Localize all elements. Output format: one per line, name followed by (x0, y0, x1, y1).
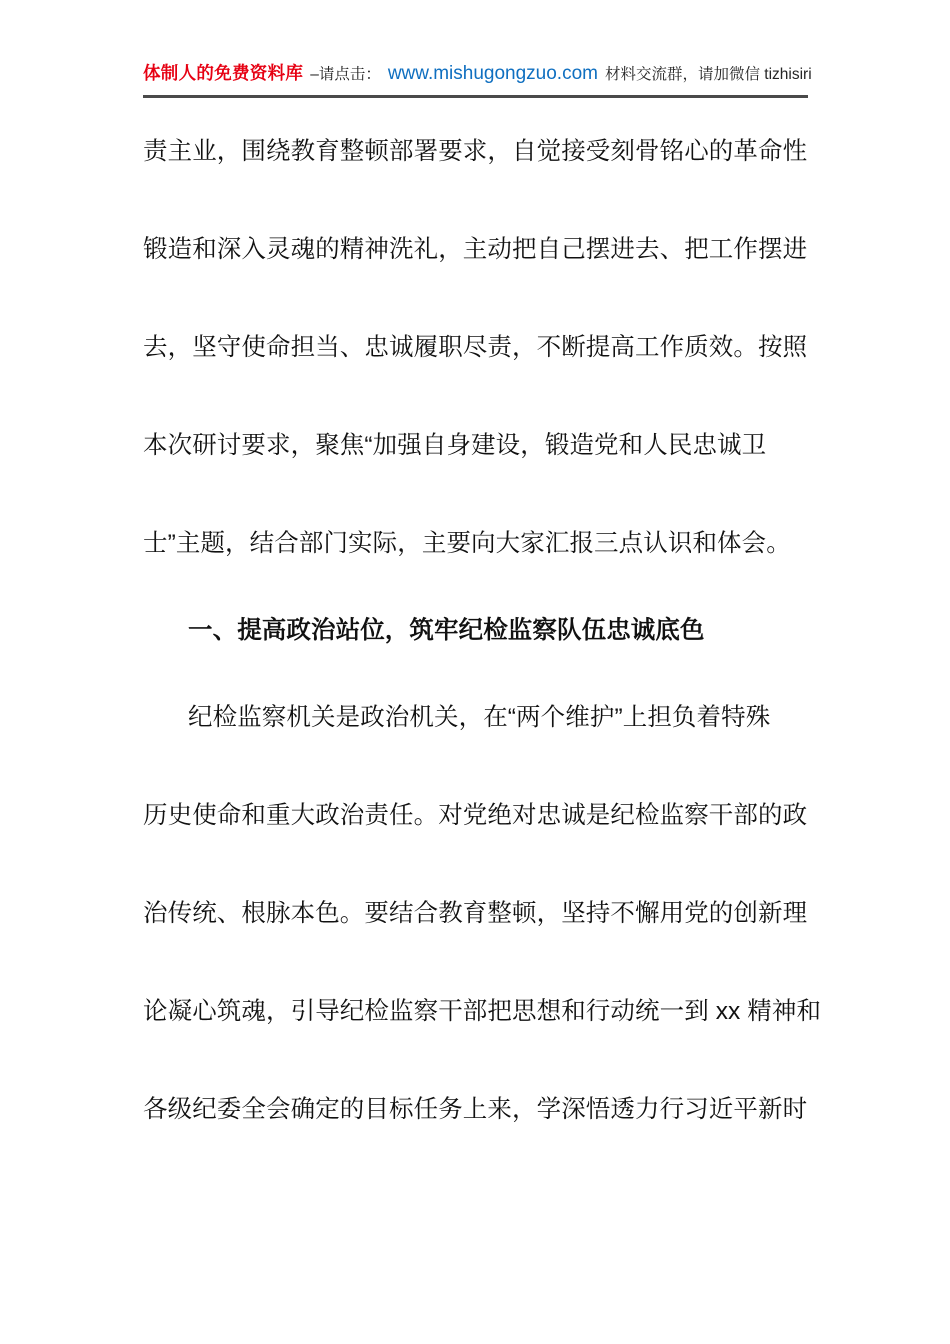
document-line: 本次研讨要求，聚焦“加强自身建设，锻造党和人民忠诚卫 (143, 431, 767, 459)
document-line: 士”主题，结合部门实际，主要向大家汇报三点认识和体会。 (143, 529, 791, 557)
brand-title: 体制人的免费资料库 (143, 63, 304, 83)
document-line: 纪检监察机关是政治机关，在“两个维护”上担负着特殊 (188, 703, 771, 731)
document-line: 责主业，围绕教育整顿部署要求，自觉接受刻骨铭心的革命性 (143, 137, 808, 165)
document-line: 治传统、根脉本色。要结合教育整顿，坚持不懈用党的创新理 (143, 899, 808, 927)
document-line: 各级纪委全会确定的目标任务上来，学深悟透力行习近平新时 (143, 1095, 808, 1123)
promo-header (143, 60, 812, 98)
document-line: 去，坚守使命担当、忠诚履职尽责，不断提高工作质效。按照 (143, 333, 808, 361)
document-line: 论凝心筑魂，引导纪检监察干部把思想和行动统一到 xx 精神和 (143, 997, 822, 1025)
click-here-note: –请点击： (310, 66, 381, 83)
section-heading: 一、提高政治站位，筑牢纪检监察队伍忠诚底色 (188, 616, 705, 644)
document-line: 历史使命和重大政治责任。对党绝对忠诚是纪检监察干部的政 (143, 801, 808, 829)
wechat-contact-note: 材料交流群，请加微信 tizhisiri (604, 66, 812, 83)
document-body (143, 100, 823, 1156)
website-link[interactable]: www.mishugongzuo.com (387, 63, 598, 84)
document-line: 锻造和深入灵魂的精神洗礼，主动把自己摆进去、把工作摆进 (143, 235, 808, 263)
